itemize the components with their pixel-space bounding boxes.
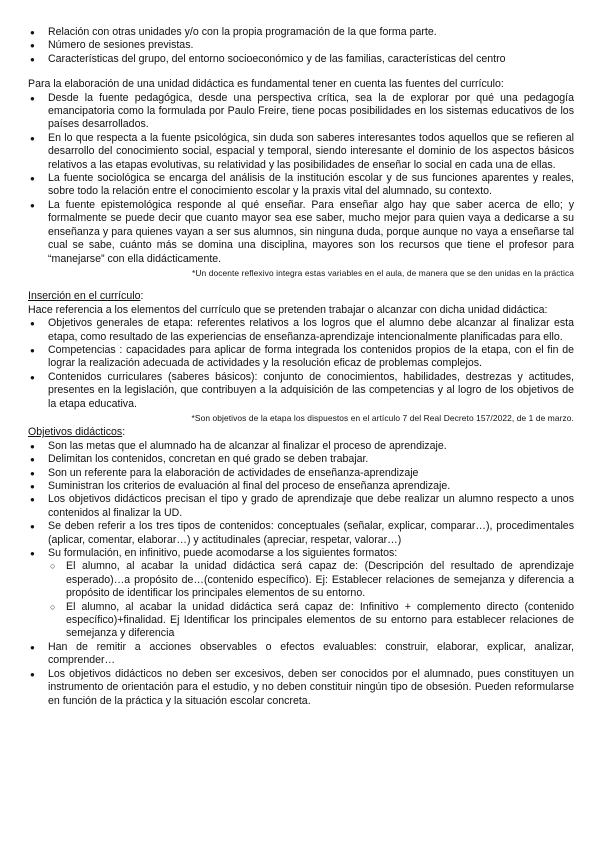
- insercion-heading: [28, 290, 574, 303]
- list-item: ● Son las metas que el alumnado ha de alcanzar al finalizar el proceso de aprendizaje.: [28, 440, 574, 453]
- sub-list-item: ○ El alumno, al acabar la unidad didáctica será capaz de: Infinitivo + complemento directo (contenido específico)+finalidad. Ej Identificar los principales elementos de su entorno para establecer relaciones de semejanza y diferencia: [48, 601, 574, 641]
- formatos-sublist: [28, 560, 574, 640]
- insercion-list: [28, 317, 574, 411]
- objetivos-heading-text: Objetivos didácticos: [28, 426, 123, 439]
- list-item: ● Los objetivos didácticos precisan el tipo y grado de aprendizaje que debe realizar un alumno respecto a unos contenidos al finalizar la UD.: [28, 493, 574, 520]
- list-item: ● Número de sesiones previstas.: [28, 39, 574, 52]
- list-item: ● Los objetivos didácticos no deben ser excesivos, deben ser conocidos por el alumnado, pues constituyen un instrumento de orientación para el estudio, y no deben constituir ningún tipo de obsesión. Pueden reformularse en función de la práctica y la situación escolar concreta.: [28, 668, 574, 708]
- list-item: ● Relación con otras unidades y/o con la propia programación de la que forma parte.: [28, 26, 574, 39]
- insercion-heading-colon: :: [140, 290, 144, 303]
- list-item: ● Contenidos curriculares (saberes básicos): conjunto de conocimientos, habilidades, destrezas y actitudes, presentes en la legislación, que contribuyen a la adquisición de las competencias y al logro de los objetivos de la etapa educativa.: [28, 371, 574, 411]
- objetivos-heading: [28, 426, 574, 439]
- list-item: ● Competencias : capacidades para aplicar de forma integrada los contenidos propios de la etapa, con el fin de lograr la realización adecuada de actividades y la resolución eficaz de problemas complejos.: [28, 344, 574, 371]
- list-item: ● Suministran los criterios de evaluación al final del proceso de enseñanza aprendizaje.: [28, 480, 574, 493]
- list-item: ● Delimitan los contenidos, concretan en qué grado se deben trabajar.: [28, 453, 574, 466]
- list-item: ● Objetivos generales de etapa: referentes relativos a los logros que el alumno debe alcanzar al finalizar esta etapa, como resultado de las experiencias de enseñanza-aprendizaje intencionalmente planificadas para ello.: [28, 317, 574, 344]
- context-list: [28, 26, 574, 66]
- list-item: ● Son un referente para la elaboración de actividades de enseñanza-aprendizaje: [28, 467, 574, 480]
- document-page: [28, 26, 574, 708]
- list-item: ● Se deben referir a los tres tipos de contenidos: conceptuales (señalar, explicar, comparar…), procedimentales (aplicar, comentar, elaborar…) y actitudinales (apreciar, respetar, valorar…): [28, 520, 574, 547]
- objetivos-list-continued: [28, 641, 574, 708]
- insercion-intro: Hace referencia a los elementos del currículo que se pretenden trabajar o alcanzar con dicha unidad didáctica:: [28, 303, 548, 316]
- insercion-note: *Son objetivos de la etapa los dispuestos en el artículo 7 del Real Decreto 157/2022, de 1 de marzo.: [191, 412, 574, 423]
- fuentes-list: [28, 92, 574, 266]
- fuentes-intro: Para la elaboración de una unidad didáctica es fundamental tener en cuenta las fuentes del currículo:: [28, 78, 504, 91]
- list-item: ● La fuente epistemológica responde al qué enseñar. Para enseñar algo hay que saber acerca de ello; y formalmente se puede decir que cuanto mayor sea ese saber, mucho mejor para quien vaya a dedicarse a su enseñanza y para quienes vayan a ser sus alumnos, sin ninguna duda, porque aunque no vaya a enseñarse tal cual se sabe, cuánto más se domina una disciplina, mayores son los recursos que tiene el profesor para “manejarse” con ella didácticamente.: [28, 199, 574, 266]
- list-item: ● Desde la fuente pedagógica, desde una perspectiva crítica, sea la de explorar por qué una pedagogía emancipatoria como la formulada por Paulo Freire, tiene pocas posibilidades en los sistemas educativos de los países desarrollados.: [28, 92, 574, 132]
- list-item: ● La fuente sociológica se encarga del análisis de la institución escolar y de sus funciones aparentes y reales, sobre todo la relación entre el conocimiento escolar y la praxis vital del alumnado, su contexto.: [28, 172, 574, 199]
- list-item: ● En lo que respecta a la fuente psicológica, sin duda son saberes interesantes todos aquellos que se refieren al desarrollo del conocimiento social, espacial y temporal, siendo interesante el dominio de los aspectos básicos relativos a las etapas evolutivas, su relatividad y las posibilidades de enseñar lo social en cada una de ellas.: [28, 132, 574, 172]
- objetivos-heading-colon: :: [122, 426, 126, 439]
- list-item: ● Características del grupo, del entorno socioeconómico y de las familias, características del centro: [28, 53, 574, 66]
- list-item: ● Han de remitir a acciones observables o efectos evaluables: construir, elaborar, explicar, analizar, comprender…: [28, 641, 574, 668]
- list-item: ● Su formulación, en infinitivo, puede acomodarse a los siguientes formatos:: [28, 547, 574, 560]
- insercion-heading-text: Inserción en el currículo: [28, 290, 141, 303]
- fuentes-note: *Un docente reflexivo integra estas variables en el aula, de manera que se den unidas en la práctica: [192, 267, 574, 278]
- objetivos-list: [28, 440, 574, 561]
- sub-list-item: ○ El alumno, al acabar la unidad didáctica será capaz de: (Descripción del resultado de aprendizaje esperado)…a propósito de…(contenido específico). Ej: Establecer relaciones de semejanza y diferencia a propósito de identificar los principales elementos de su entorno.: [48, 560, 574, 600]
